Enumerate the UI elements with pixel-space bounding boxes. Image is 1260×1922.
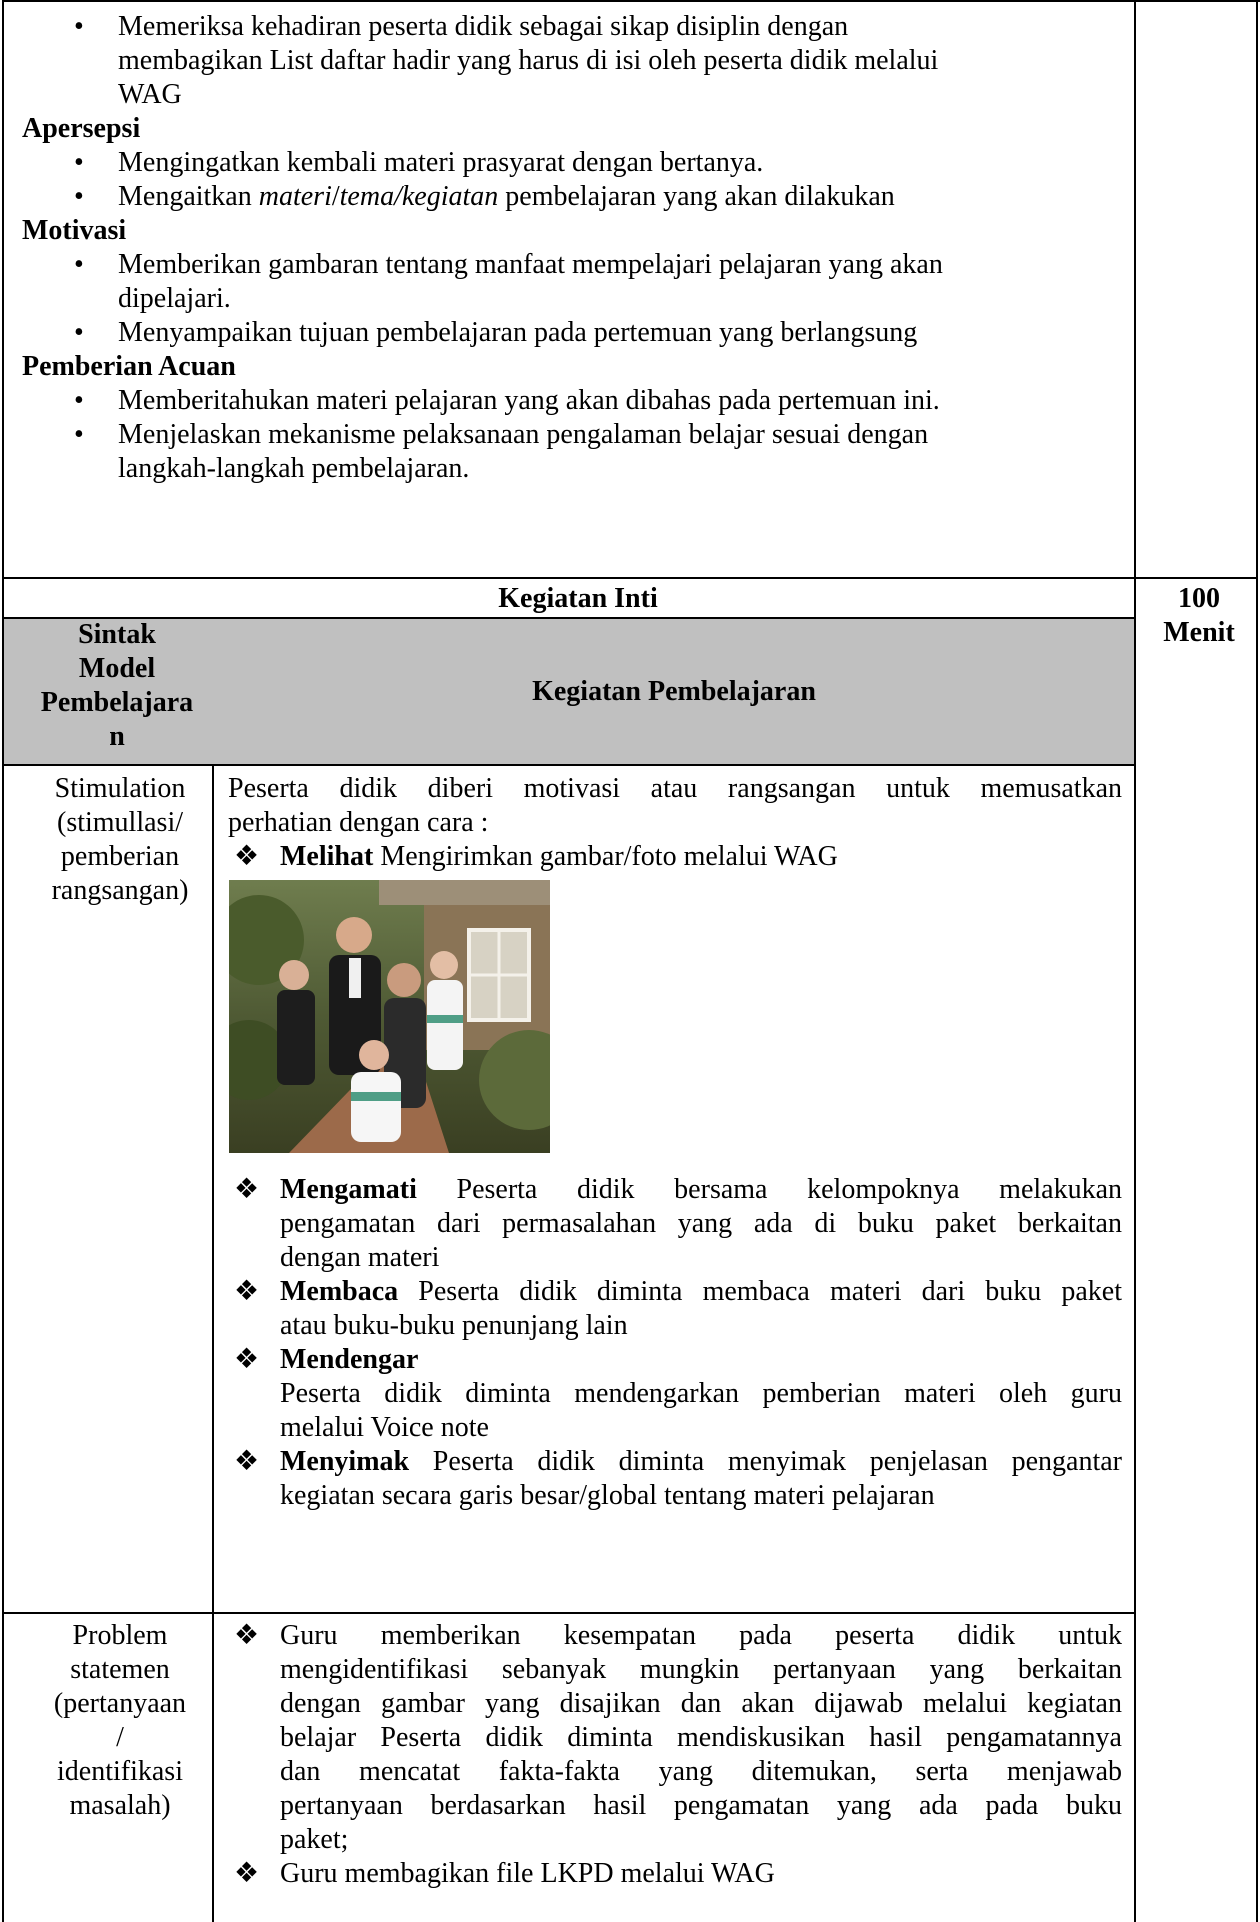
list-item-acuan-1: • Memberitahukan materi pelajaran yang akan dibahas pada pertemuan ini. <box>74 385 940 416</box>
list-item-mendengar: ❖ Mendengar Peserta didik diminta mendengarkan pemberian materi oleh guru melalui Voice note <box>234 1344 1122 1443</box>
sintak-stimulation: Stimulation (stimullasi/ pemberian rangsangan) <box>51 773 189 906</box>
stimulation-intro: Peserta didik diberi motivasi atau rangsangan untuk memusatkan <box>228 773 1122 804</box>
list-item-melihat: ❖ Melihat Mengirimkan gambar/foto melalui WAG <box>234 841 838 872</box>
heading-apersepsi: Apersepsi <box>22 113 141 144</box>
list-item-menyimak: ❖ Menyimak Peserta didik diminta menyimak penjelasan pengantar kegiatan secara garis besar/global tentang materi pelajaran <box>234 1446 1122 1511</box>
family-photo <box>229 880 550 1153</box>
diamond-bullet-icon: ❖ <box>234 1446 260 1477</box>
sintak-problem-statement: Problem statemen (pertanyaan / identifikasi masalah) <box>53 1620 187 1821</box>
diamond-bullet-icon: ❖ <box>234 1620 260 1651</box>
diamond-bullet-icon: ❖ <box>234 1174 260 1205</box>
pendahuluan-section <box>22 10 1130 486</box>
row-divider-problem <box>2 1612 1136 1614</box>
list-item-guru-memberikan: ❖ Guru memberikan kesempatan pada peserta didik untuk mengidentifikasi sebanyak mungkin pertanyaan yang berkaitan dengan gambar yang disajikan dan akan dijawab melalui kegiatan belajar Peserta didik diminta mendiskusikan hasil pengamatannya dan mencatat fakta-fakta yang ditemukan, serta menjawab pertanyaan berdasarkan hasil pengamatan yang ada pada buku paket; <box>234 1620 1122 1855</box>
list-item-motivasi-1: • Memberikan gambaran tentang manfaat mempelajari pelajaran yang akan dipelajari. <box>74 249 943 314</box>
heading-pemberian-acuan: Pemberian Acuan <box>22 351 236 382</box>
bullet-icon: • <box>74 385 84 416</box>
diamond-bullet-icon: ❖ <box>234 841 260 872</box>
heading-motivasi: Motivasi <box>22 215 127 246</box>
kegiatan-problem-statement <box>228 1619 1122 1891</box>
table-border-top <box>2 0 1260 2</box>
diamond-bullet-icon: ❖ <box>234 1858 260 1889</box>
kegiatan-stimulation: Peserta didik diberi motivasi atau rangsangan untuk memusatkan perhatian dengan cara : ❖ Melihat Mengirimkan gambar/foto melalui WAG <box>228 773 1122 872</box>
bullet-icon: • <box>74 419 84 450</box>
duration-cell: 100 Menit <box>1163 583 1235 648</box>
bullet-icon: • <box>74 147 84 178</box>
kegiatan-inti-title: Kegiatan Inti <box>498 583 658 614</box>
table-border-right <box>1256 0 1258 1922</box>
header-kegiatan-pembelajaran: Kegiatan Pembelajaran <box>532 676 816 707</box>
family-photo-image <box>229 880 550 1153</box>
kegiatan-stimulation-activities <box>228 1173 1122 1513</box>
list-item-kehadiran: • Memeriksa kehadiran peserta didik sebagai sikap disiplin dengan membagikan List daftar hadir yang harus di isi oleh peserta didik melalui WAG <box>74 11 939 110</box>
list-item-mengamati: ❖ Mengamati Peserta didik bersama kelompoknya melakukan pengamatan dari permasalahan yang ada di buku paket berkaitan dengan materi <box>234 1174 1122 1273</box>
diamond-bullet-icon: ❖ <box>234 1344 260 1375</box>
bullet-icon: • <box>74 317 84 348</box>
list-item-motivasi-2: • Menyampaikan tujuan pembelajaran pada pertemuan yang berlangsung <box>74 317 918 348</box>
bullet-icon: • <box>74 181 84 212</box>
list-item-apersepsi-1: • Mengingatkan kembali materi prasyarat dengan bertanya. <box>74 147 764 178</box>
list-item-membaca: ❖ Membaca Peserta didik diminta membaca materi dari buku paket atau buku-buku penunjang lain <box>234 1276 1122 1341</box>
sintak-column-divider <box>212 617 214 1922</box>
diamond-bullet-icon: ❖ <box>234 1276 260 1307</box>
table-border-left <box>2 0 4 1922</box>
list-item-guru-membagikan: ❖ Guru membagikan file LKPD melalui WAG <box>234 1858 775 1889</box>
list-item-acuan-2: • Menjelaskan mekanisme pelaksanaan pengalaman belajar sesuai dengan langkah-langkah pembelajaran. <box>74 419 929 484</box>
row-divider-inti <box>2 577 1258 579</box>
bullet-icon: • <box>74 11 84 42</box>
duration-column-divider <box>1134 0 1136 1922</box>
header-sintak-model: Sintak Model Pembelajara n <box>40 619 194 752</box>
row-divider-stimulation <box>2 764 1136 766</box>
bullet-icon: • <box>74 249 84 280</box>
list-item-apersepsi-2: • Mengaitkan materi/tema/kegiatan pembelajaran yang akan dilakukan <box>74 181 895 212</box>
